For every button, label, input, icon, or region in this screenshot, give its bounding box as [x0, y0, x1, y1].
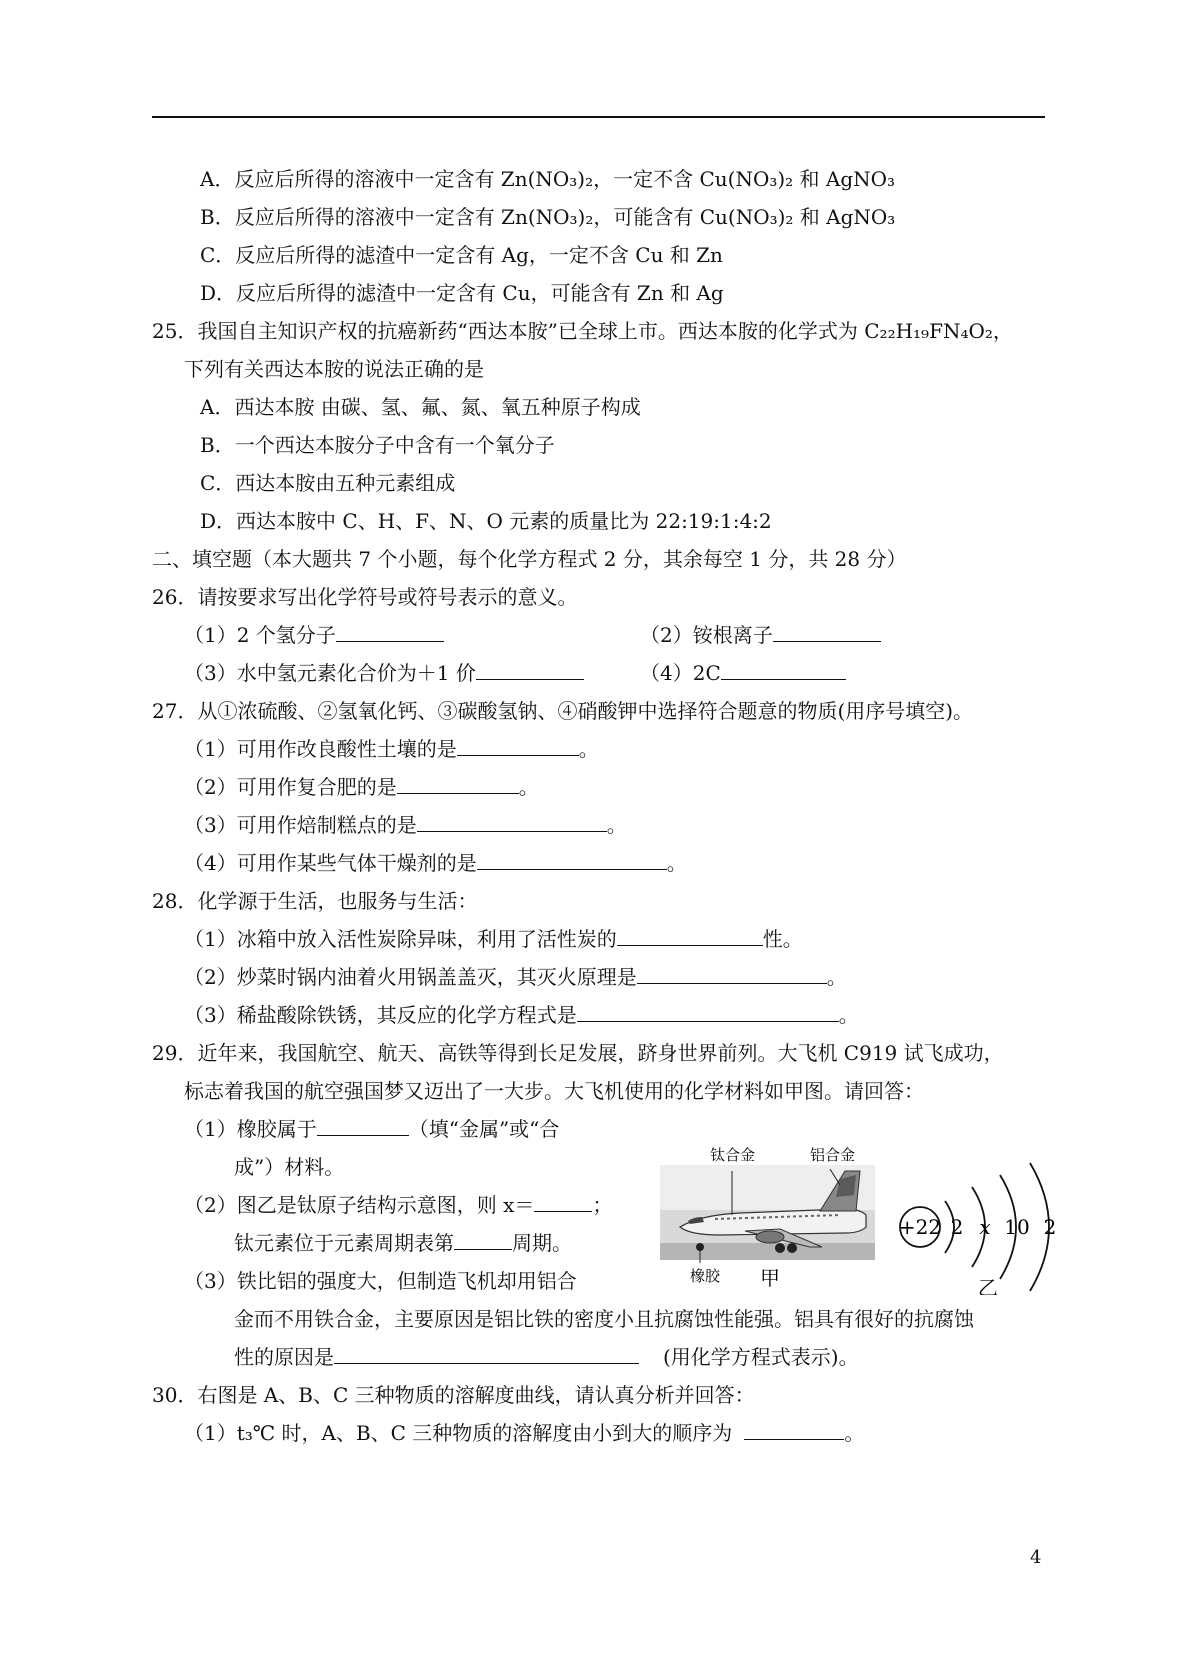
label-titanium-alloy: 钛合金 [710, 1146, 756, 1164]
q29-part-3-hint: (用化学方程式表示)。 [663, 1345, 859, 1369]
sentence-end: 。 [838, 1003, 859, 1027]
sentence-end: 。 [844, 1421, 865, 1445]
q27-part-3-label: （3）可用作焙制糕点的是 [184, 813, 417, 837]
q28-part-1 [184, 926, 803, 952]
answer-blank[interactable] [476, 661, 584, 680]
answer-blank[interactable] [534, 1193, 592, 1212]
shell-1-electrons: 2 [950, 1215, 964, 1239]
section-heading: 二、填空题（本大题共 7 个小题，每个化学方程式 2 分，其余每空 1 分，共 28 分） [152, 547, 907, 571]
q29-part-1-hint: （填“金属”或“合 [408, 1117, 560, 1141]
answer-blank[interactable] [773, 623, 881, 642]
sentence-end: 。 [578, 737, 599, 761]
q26-part-1-label: （1）2 个氢分子 [184, 623, 336, 647]
q27-part-2-label: （2）可用作复合肥的是 [184, 775, 397, 799]
answer-blank[interactable] [744, 1421, 844, 1440]
q25-stem: 25．我国自主知识产权的抗癌新药“西达本胺”已全球上市。西达本胺的化学式为 C₂₂H₁₉FN₄O₂， [152, 319, 1013, 343]
nucleus-charge: +22 [898, 1215, 942, 1239]
answer-blank[interactable] [617, 927, 763, 946]
q25-option-a: A．西达本胺 由碳、氢、氟、氮、氧五种原子构成 [200, 395, 641, 419]
q29-stem: 29．近年来，我国航空、航天、高铁等得到长足发展，跻身世界前列。大飞机 C919 试飞成功， [152, 1041, 1004, 1065]
sentence-end: 周期。 [512, 1231, 572, 1255]
q28-part-3-label: （3）稀盐酸除铁锈，其反应的化学方程式是 [184, 1003, 577, 1027]
q29-part-2 [184, 1192, 612, 1218]
q26-part-4-label: （4）2C [640, 661, 721, 685]
answer-blank[interactable] [637, 965, 827, 984]
q28-stem: 28．化学源于生活，也服务与生活： [152, 889, 478, 913]
q29-part-3-label: 性的原因是 [234, 1345, 334, 1369]
q27-part-4-label: （4）可用作某些气体干燥剂的是 [184, 851, 477, 875]
shell-3-electrons: 10 [1004, 1215, 1030, 1239]
q28-part-2 [184, 964, 847, 990]
sentence-end: ； [592, 1193, 613, 1217]
answer-blank[interactable] [417, 813, 607, 832]
q29-part-3: （3）铁比铝的强度大，但制造飞机却用铝合 [184, 1269, 577, 1293]
q27-part-4 [184, 850, 687, 876]
sentence-end: 。 [666, 851, 687, 875]
q28-part-3 [184, 1002, 859, 1028]
q28-part-2-label: （2）炒菜时锅内油着火用锅盖盖灭，其灭火原理是 [184, 965, 637, 989]
q26-part-3-label: （3）水中氢元素化合价为＋1 价 [184, 661, 476, 685]
q26-part-2-label: （2）铵根离子 [640, 623, 773, 647]
q30-part-1-label: （1）t₃℃ 时，A、B、C 三种物质的溶解度由小到大的顺序为 [184, 1421, 733, 1445]
label-rubber: 橡胶 [690, 1267, 721, 1285]
q26-part-2 [640, 622, 881, 648]
answer-blank[interactable] [454, 1231, 512, 1250]
q29-figure [660, 1135, 1200, 1295]
airplane-photo [660, 1165, 875, 1263]
q29-part-1-cont: 成”）材料。 [234, 1155, 345, 1179]
q27-part-2 [184, 774, 539, 800]
q27-part-1-label: （1）可用作改良酸性土壤的是 [184, 737, 457, 761]
answer-blank[interactable] [721, 661, 846, 680]
q29-part-1-label: （1）橡胶属于 [184, 1117, 317, 1141]
q25-option-d: D．西达本胺中 C、H、F、N、O 元素的质量比为 22:19:1:4:2 [200, 509, 772, 533]
sentence-end: 。 [826, 965, 847, 989]
q29-part-2-cont [234, 1230, 572, 1256]
shell-2-electrons: x [979, 1215, 991, 1239]
answer-blank[interactable] [577, 1003, 839, 1022]
q27-part-1 [184, 736, 599, 762]
q28-part-1-label: （1）冰箱中放入活性炭除异味，利用了活性炭的 [184, 927, 617, 951]
caption-yi: 乙 [978, 1276, 998, 1295]
q26-part-4 [640, 660, 846, 686]
q24-option-c: C．反应后所得的滤渣中一定含有 Ag，一定不含 Cu 和 Zn [200, 243, 723, 267]
caption-jia: 甲 [760, 1266, 780, 1290]
answer-blank[interactable] [336, 623, 444, 642]
sentence-end: 。 [606, 813, 627, 837]
answer-blank[interactable] [317, 1117, 409, 1136]
q27-stem: 27．从①浓硫酸、②氢氧化钙、③碳酸氢钠、④硝酸钾中选择符合题意的物质(用序号填空)。 [152, 699, 974, 723]
shell-4-electrons: 2 [1043, 1215, 1057, 1239]
q25-stem-cont: 下列有关西达本胺的说法正确的是 [184, 357, 484, 381]
q29-part-2-cont-label: 钛元素位于元素周期表第 [234, 1231, 454, 1255]
q26-stem: 26．请按要求写出化学符号或符号表示的意义。 [152, 585, 578, 609]
q29-part-2-label: （2）图乙是钛原子结构示意图，则 x＝ [184, 1193, 535, 1217]
label-aluminum-alloy: 铝合金 [810, 1146, 856, 1164]
answer-blank[interactable] [457, 737, 579, 756]
q30-part-1 [184, 1420, 864, 1446]
q24-option-a: A．反应后所得的溶液中一定含有 Zn(NO₃)₂，一定不含 Cu(NO₃)₂ 和 AgNO₃ [200, 167, 896, 191]
q29-part-1 [184, 1116, 559, 1142]
q25-option-c: C．西达本胺由五种元素组成 [200, 471, 456, 495]
q26-part-1 [184, 622, 444, 648]
q24-option-d: D．反应后所得的滤渣中一定含有 Cu，可能含有 Zn 和 Ag [200, 281, 724, 305]
answer-blank[interactable] [334, 1345, 639, 1364]
q26-part-3 [184, 660, 584, 686]
q27-part-3 [184, 812, 627, 838]
q25-option-b: B．一个西达本胺分子中含有一个氧分子 [200, 433, 555, 457]
q30-stem: 30．右图是 A、B、C 三种物质的溶解度曲线，请认真分析并回答： [152, 1383, 755, 1407]
answer-blank[interactable] [477, 851, 667, 870]
q29-part-3-cont: 金而不用铁合金，主要原因是铝比铁的密度小且抗腐蚀性能强。铝具有很好的抗腐蚀 [234, 1307, 974, 1331]
header-rule [152, 116, 1045, 118]
titanium-atom-diagram [899, 1163, 1056, 1291]
answer-blank[interactable] [397, 775, 519, 794]
sentence-end: 。 [518, 775, 539, 799]
q29-stem-cont: 标志着我国的航空强国梦又迈出了一大步。大飞机使用的化学材料如甲图。请回答： [184, 1079, 924, 1103]
page-number: 4 [1030, 1547, 1042, 1568]
q29-part-3-end [234, 1344, 859, 1370]
q24-option-b: B．反应后所得的溶液中一定含有 Zn(NO₃)₂，可能含有 Cu(NO₃)₂ 和 AgNO₃ [200, 205, 896, 229]
sentence-end: 性。 [762, 927, 803, 951]
